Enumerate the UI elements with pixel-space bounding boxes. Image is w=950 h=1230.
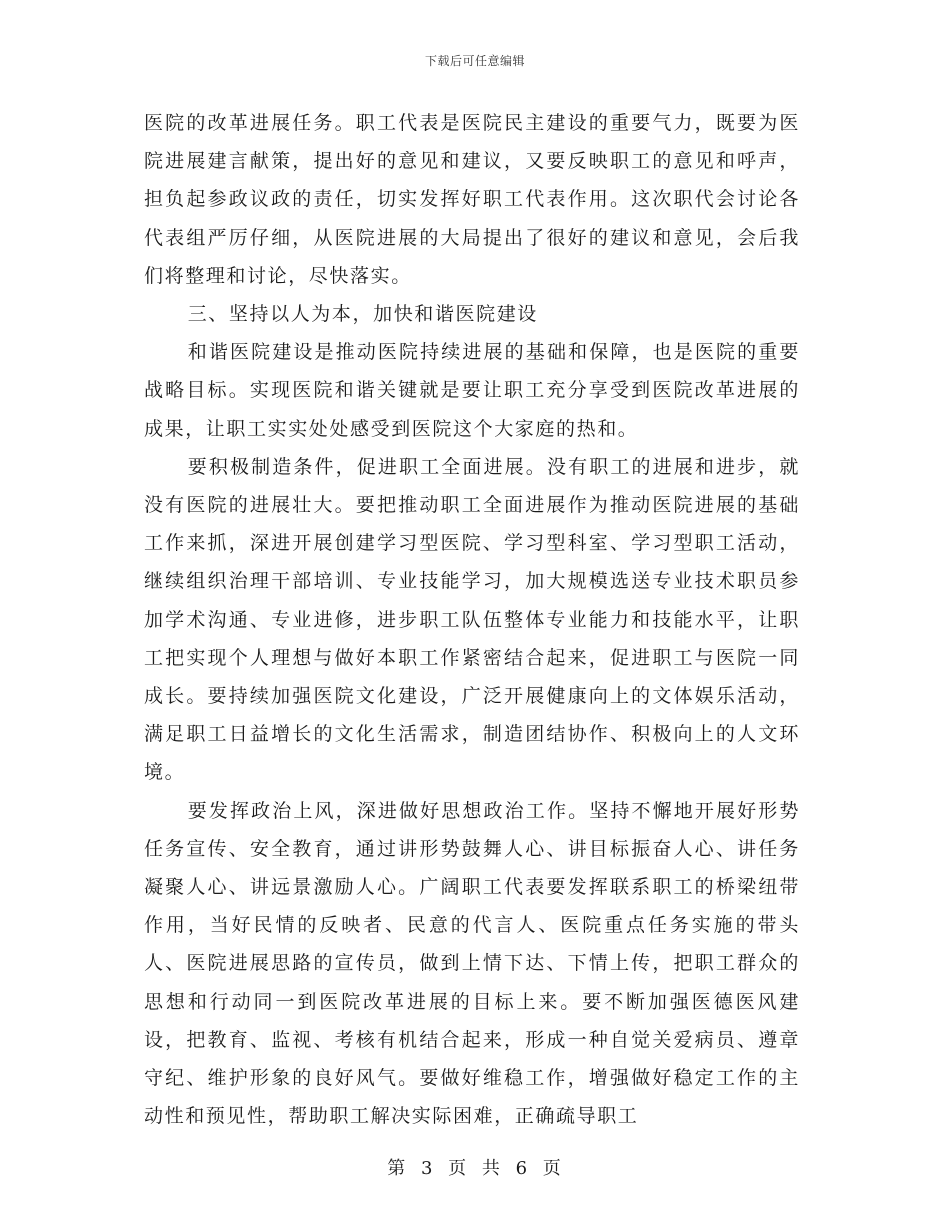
document-body: [144, 104, 800, 1135]
section-heading: 三、坚持以人为本，加快和谐医院建设: [187, 303, 538, 326]
paragraph: 要积极制造条件，促进职工全面进展。没有职工的进展和进步，就没有医院的进展壮大。要把推动职工全面进展作为推动医院进展的基础工作来抓，深进开展创建学习型医院、学习型科室、学习型职工活动，继续组织治理干部培训、专业技能学习，加大规模选送专业技术职员参加学术沟通、专业进修，进步职工队伍整体专业能力和技能水平，让职工把实现个人理想与做好本职工作紧密结合起来，促进职工与医院一同成长。要持续加强医院文化建设，广泛开展健康向上的文体娱乐活动，满足职工日益增长的文化生活需求，制造团结协作、积极向上的人文环境。: [144, 455, 800, 784]
page-number-footer: 第 3 页 共 6 页: [387, 1158, 563, 1179]
page-header: 下载后可任意编辑: [424, 54, 525, 68]
paragraph: 要发挥政治上风，深进做好思想政治工作。坚持不懈地开展好形势任务宣传、安全教育，通过讲形势鼓舞人心、讲目标振奋人心、讲任务凝聚人心、讲远景激励人心。广阔职工代表要发挥联系职工的桥梁纽带作用，当好民情的反映者、民意的代言人、医院重点任务实施的带头人、医院进展思路的宣传员，做到上情下达、下情上传，把职工群众的思想和行动同一到医院改革进展的目标上来。要不断加强医德医风建设，把教育、监视、考核有机结合起来，形成一种自觉关爱病员、遵章守纪、维护形象的良好风气。要做好维稳工作，增强做好稳定工作的主动性和预见性，帮助职工解决实际困难，正确疏导职工: [144, 799, 800, 1128]
paragraph: 和谐医院建设是推动医院持续进展的基础和保障，也是医院的重要战略目标。实现医院和谐关键就是要让职工充分享受到医院改革进展的成果，让职工实实处处感受到医院这个大家庭的热和。: [144, 341, 800, 440]
paragraph: 医院的改革进展任务。职工代表是医院民主建设的重要气力，既要为医院进展建言献策，提出好的意见和建议，又要反映职工的意见和呼声，担负起参政议政的责任，切实发挥好职工代表作用。这次职代会讨论各代表组严厉仔细，从医院进展的大局提出了很好的建议和意见，会后我们将整理和讨论，尽快落实。: [144, 112, 800, 287]
